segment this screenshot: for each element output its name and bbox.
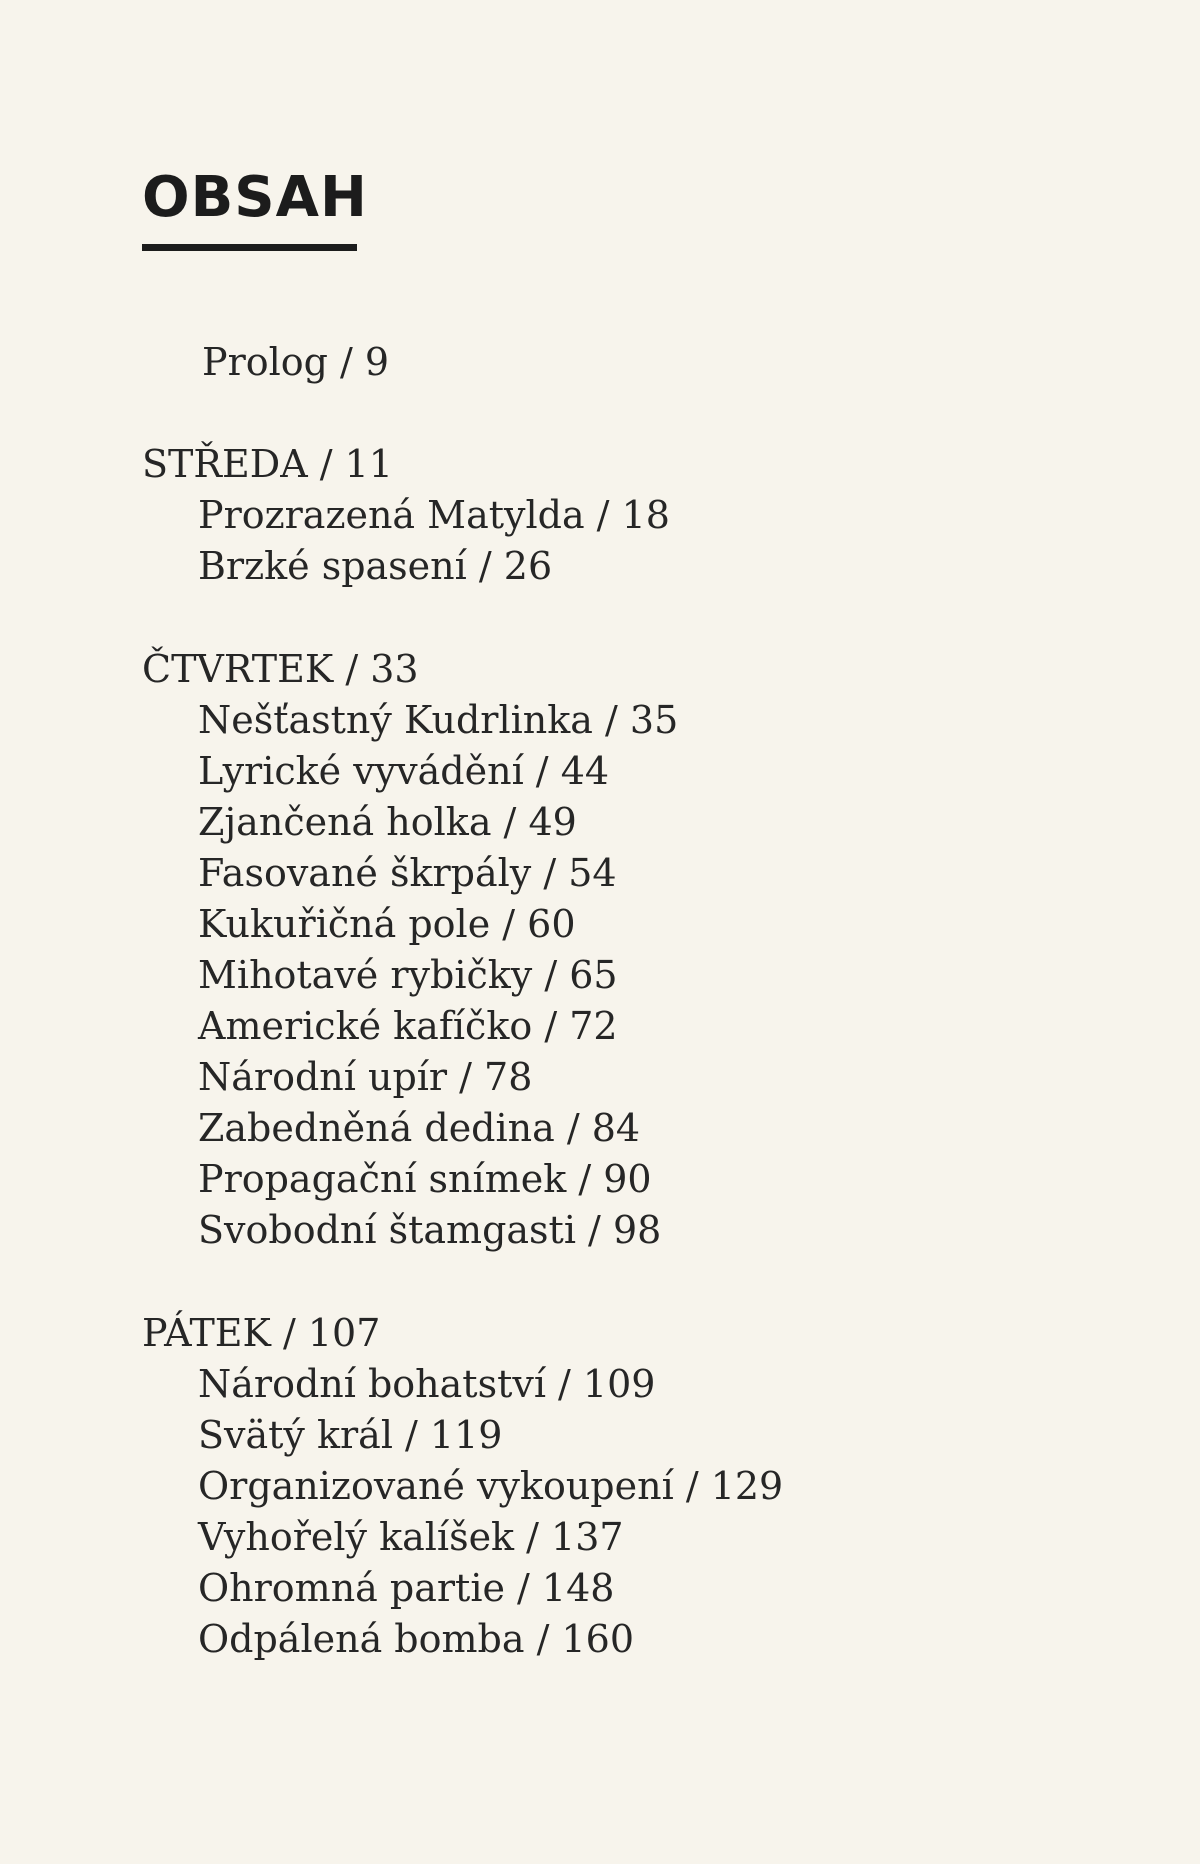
toc-entry: Lyrické vyvádění / 44	[198, 749, 610, 793]
toc-entry: Odpálená bomba / 160	[198, 1617, 635, 1661]
toc-entry: Americké kafíčko / 72	[198, 1004, 618, 1048]
toc-entry: Propagační snímek / 90	[198, 1157, 652, 1201]
title-underline	[142, 244, 357, 251]
toc-entry: Vyhořelý kalíšek / 137	[198, 1515, 624, 1559]
toc-entry: Brzké spasení / 26	[198, 544, 553, 588]
toc-entry: Zabedněná dedina / 84	[198, 1106, 641, 1150]
toc-section-ctvrtek: ČTVRTEK / 33	[142, 647, 419, 691]
toc-entry: Kukuřičná pole / 60	[198, 902, 576, 946]
toc-entry: Svätý král / 119	[198, 1413, 503, 1457]
toc-entry: Ohromná partie / 148	[198, 1566, 615, 1610]
toc-entry: Prozrazená Matylda / 18	[198, 493, 670, 537]
toc-entry: Národní bohatství / 109	[198, 1362, 656, 1406]
toc-entry: Národní upír / 78	[198, 1055, 533, 1099]
toc-entry: Mihotavé rybičky / 65	[198, 953, 618, 997]
toc-entry: Zjančená holka / 49	[198, 800, 577, 844]
toc-section-streda: STŘEDA / 11	[142, 442, 393, 486]
toc-entry: Organizované vykoupení / 129	[198, 1464, 784, 1508]
page-title: OBSAH	[142, 165, 368, 230]
toc-entry: Nešťastný Kudrlinka / 35	[198, 698, 679, 742]
toc-entry: Svobodní štamgasti / 98	[198, 1208, 662, 1252]
toc-entry: Fasované škrpály / 54	[198, 851, 617, 895]
toc-section-patek: PÁTEK / 107	[142, 1311, 381, 1355]
toc-entry-prolog: Prolog / 9	[202, 340, 390, 384]
